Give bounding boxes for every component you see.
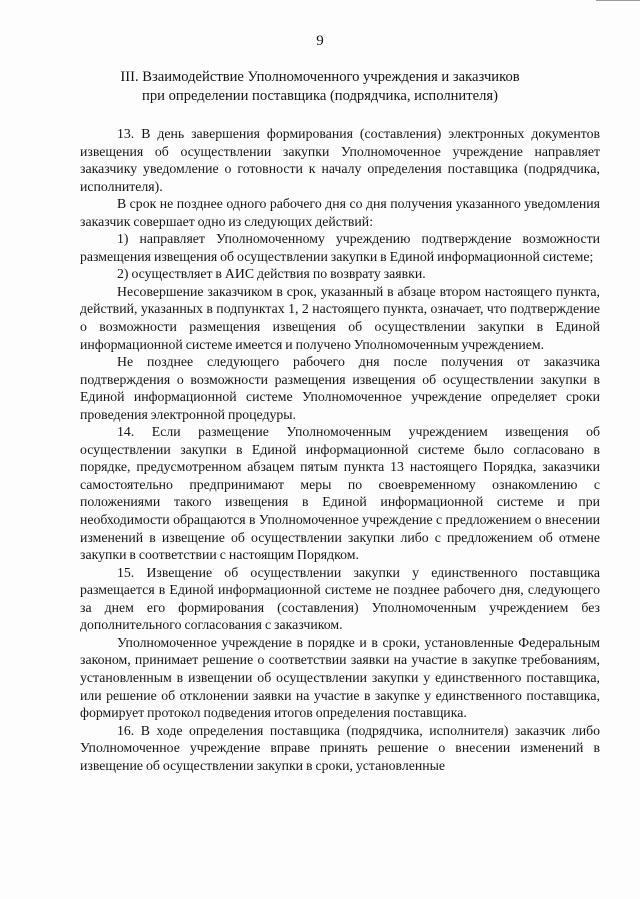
paragraph-14: 14. Если размещение Уполномоченным учреждением извещения об осуществлении закупки в Единой информационной системе было согласовано в порядке, предусмотренном абзацем пятым пункта 13 настоящего Порядка, заказчики самостоятельно предпринимают меры по своевременному ознакомлению с положениями такого извещения в Единой информационной системе и при необходимости обращаются в Уполномоченное учреждение с предложением о внесении изменений в извещение об осуществлении закупки либо с предложением об отмене закупки в соответствии с настоящим Порядком. bbox=[80, 424, 600, 563]
paragraph-13-default-consent: Несовершение заказчиком в срок, указанный в абзаце втором настоящего пункта, действий, указанных в подпунктах 1, 2 настоящего пункта, означает, что подтверждение о возможности размещения извещения об осуществлении закупки в Единой информационной системе имеется и получено Уполномоченным учреждением. bbox=[80, 283, 600, 352]
paragraph-13-schedule: Не позднее следующего рабочего дня после получения от заказчика подтверждения о возможности размещения извещения об осуществлении закупки в Единой информационной системе Уполномоченное учреждение определяет сроки проведения электронной процедуры. bbox=[80, 354, 600, 422]
paragraph-13-deadline: В срок не позднее одного рабочего дня со дня получения указанного уведомления заказчик совершает одно из следующих действий: bbox=[80, 196, 600, 229]
paragraph-15-decision: Уполномоченное учреждение в порядке и в сроки, установленные Федеральным законом, принимает решение о соответствии заявки на участие в закупке требованиям, установленным в извещении об осуществлении закупки у единственного поставщика, или решение об отклонении заявки на участие в закупке у единственного поставщика, формирует протокол подведения итогов определения поставщика. bbox=[80, 634, 600, 721]
section-heading bbox=[40, 68, 600, 105]
paragraph-13: 13. В день завершения формирования (составления) электронных документов извещения об осуществлении закупки Уполномоченное учреждение направляет заказчику уведомление о готовности к началу определения поставщика (подрядчика, исполнителя). bbox=[80, 126, 600, 194]
paragraph-13-option-2: 2) осуществляет в АИС действия по возврату заявки. bbox=[117, 266, 426, 282]
body-text bbox=[80, 125, 600, 774]
page-number: 9 bbox=[316, 33, 324, 49]
paragraph-15: 15. Извещение об осуществлении закупки у единственного поставщика размещается в Единой информационной системе не позднее рабочего дня, следующего за днем его формирования (составления) Уполномоченным учреждением без дополнительного согласования с заказчиком. bbox=[80, 564, 600, 633]
section-heading-line-1: III. Взаимодействие Уполномоченного учреждения и заказчиков bbox=[120, 69, 520, 85]
paragraph-13-option-1: 1) направляет Уполномоченному учреждению подтверждение возможности размещения извещения об осуществлении закупки в Единой информационной системе; bbox=[80, 231, 600, 264]
paragraph-16: 16. В ходе определения поставщика (подрядчика, исполнителя) заказчик либо Уполномоченное учреждение вправе принять решение о внесении изменений в извещение об осуществлении закупки в сроки, установленные bbox=[80, 722, 600, 773]
section-heading-line-2: при определении поставщика (подрядчика, исполнителя) bbox=[142, 87, 498, 104]
scan-corner-mark bbox=[596, 0, 640, 5]
